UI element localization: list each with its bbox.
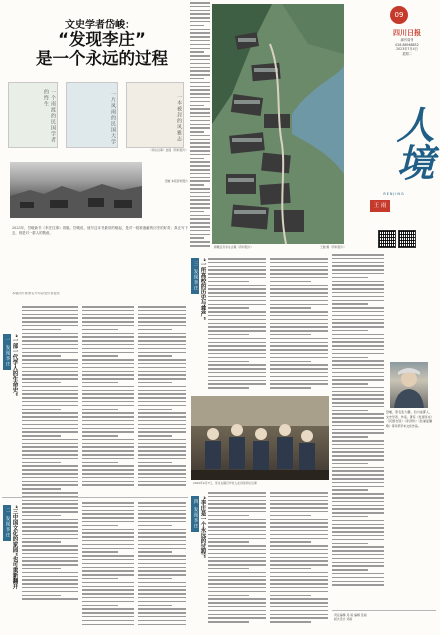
footer-credits [334,613,438,621]
main-photo-caption: 俯瞰宜宾李庄古镇（资料图片） [214,245,254,249]
column-pinyin: RENJING [383,192,405,196]
info-line-2: 028-86968852 [395,42,419,47]
credit-design: 版式设计 邓雨 [334,617,353,622]
section-heading-1: “一部一代学人的生命史” [11,334,18,397]
right-text-col1 [332,254,384,594]
kicker: 文史学者岱峻： [65,20,135,31]
divider [2,497,188,498]
column-title: 人境 [390,105,435,181]
main-aerial-photo [212,4,344,244]
elders-photo-illustration [191,396,329,480]
info-line-4: 星期二 [402,51,412,56]
elders-photo [191,396,329,480]
old-town-illustration [10,162,142,218]
page-headline: “发现李庄” 是一个永远的过程 [36,30,168,68]
info-line-1: 副刊周刊 [400,38,414,42]
section-tab-3: 三 发现李庄 [191,258,199,294]
qr-code-2[interactable] [398,230,416,248]
page-number-badge [390,6,408,24]
main-photo-credit: 王健 摄（资料图片） [319,245,346,249]
top-center-text [190,2,210,252]
center-text-col2 [270,258,328,394]
masthead-info [384,38,430,56]
intro-text: 2023年，岱峻新书《李庄往事》再版。岱峻说，他写这本书最初的缘起，是对一段被遮蔽的历史的好奇；真正写下去，则是对一群人的敬意。 [12,226,188,235]
editor-line: 本版图片除署名外均由受访者提供 [12,292,60,295]
aerial-photo-illustration [212,4,344,244]
section-tab-4: 四 发现李庄 [191,496,199,532]
book-covers [8,82,188,158]
section-1-text-col2 [82,306,134,492]
portrait-caption: 岱峻 本报资料图片 [164,179,188,183]
footer-divider [332,610,436,611]
portrait-illustration [390,362,428,408]
book-title-3: 一本被封的风雅志 [176,94,182,142]
book-cover-3 [126,82,184,148]
section-heading-2: “三中国文化的家园”也可重新翻开 [11,505,18,590]
section-heading-3: “一所高校的历史与尊严” [199,258,206,321]
section-tab-2: 二 发现李庄 [3,505,11,541]
paper-name: 四川日报 [393,28,421,37]
book-cover-2 [66,82,118,148]
section-tab-1: 一 发现李庄 [3,334,11,370]
author-portrait [390,362,428,408]
section-1-text [22,306,78,604]
qr-code-1[interactable] [378,230,396,248]
bottom-photo-caption: 2020年4月7日，李庄古镇百岁老人在讲述李庄往事 [193,481,257,485]
center-text-col3 [208,492,266,628]
section-1-text-col3 [138,306,186,492]
page-number: 09 [394,11,404,19]
section-2-text-col3 [138,502,186,630]
credit-editor-2: 编辑 吴丽 [354,613,367,617]
author-bio: 岱峻，原名张大鹏，四川成都人，文史学者、作家。著有《发现李庄》《民国衣冠》《李济传》《弦诵复骊歌》等多部学术文化作品。 [386,410,432,428]
center-text-col1 [208,258,266,394]
credit-editor: 责任编辑 邓 雨 [334,613,354,617]
section-heading-4: “李庄是一个永远的过程” [199,496,206,559]
book-title-2: 一片风雨的民国大学 [110,91,116,145]
intro-credit [12,292,132,298]
book-caption: 《李庄往事》封面（资料图片） [148,148,188,152]
column-badge: 王 雨 [370,200,390,212]
center-text-col4 [270,492,328,628]
section-2-text [82,502,134,630]
book-title-1: 一个南渡的民国学者的终生 [43,89,56,143]
info-line-3: 2023年7月4日 [396,47,418,52]
old-town-photo [10,162,142,218]
book-cover-1 [8,82,58,148]
